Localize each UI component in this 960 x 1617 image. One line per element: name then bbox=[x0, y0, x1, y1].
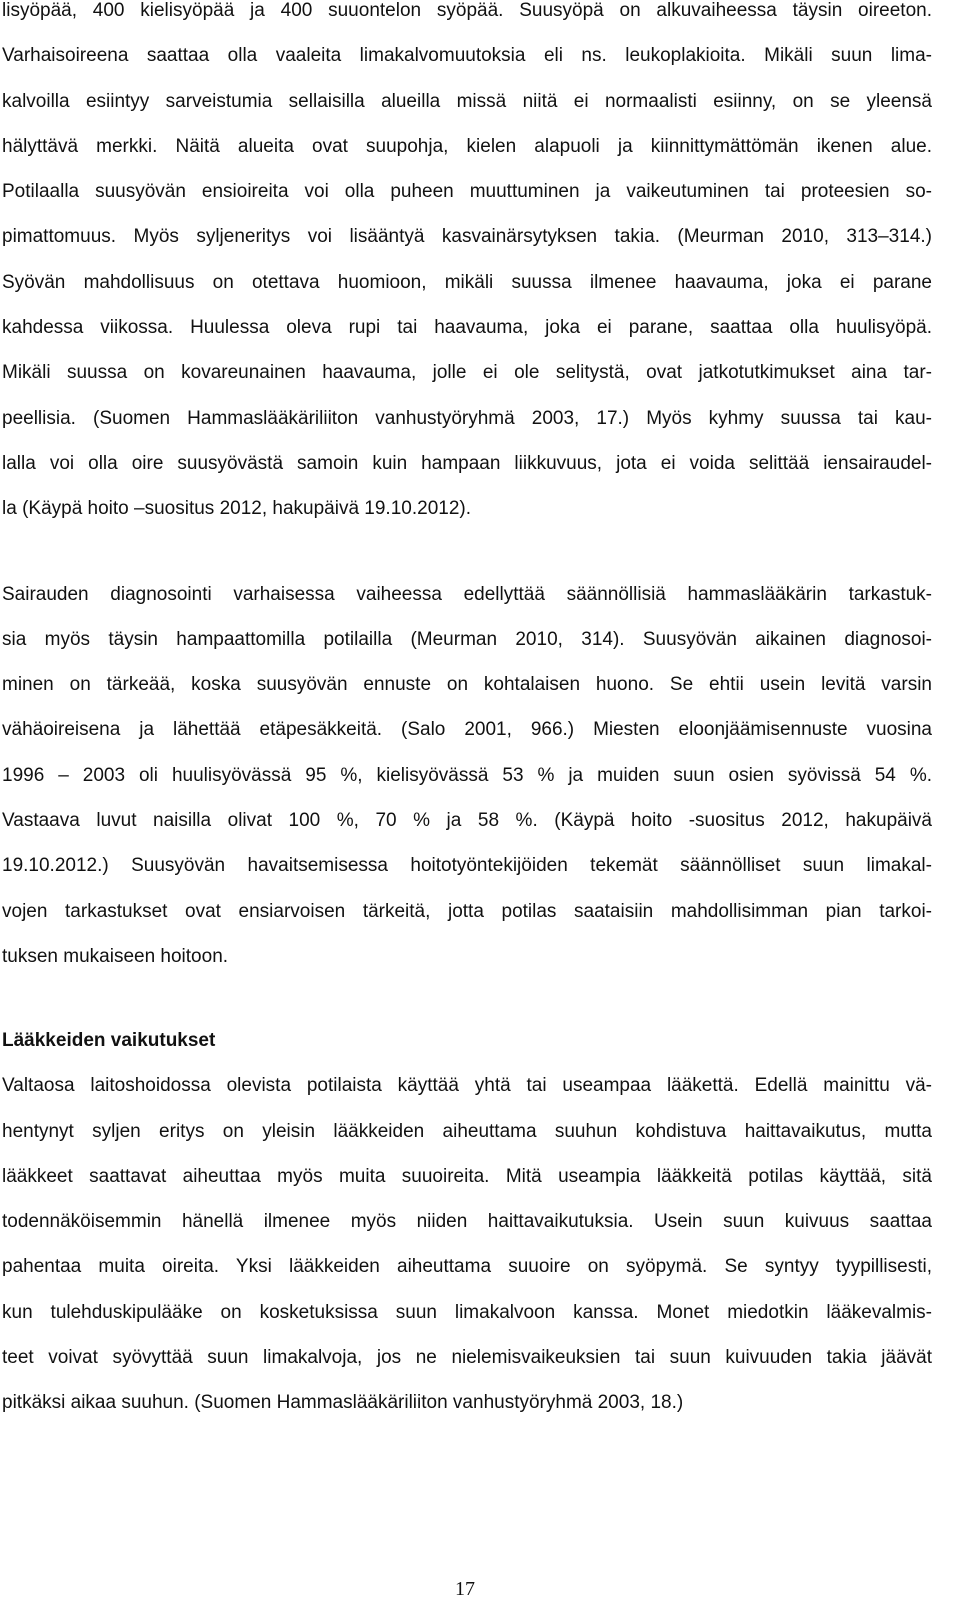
body-text bbox=[2, 0, 932, 1426]
text-line: teet voivat syövyttää suun limakalvoja, jos ne nielemisvaikeuksien tai suun kuivuuden takia jäävät bbox=[2, 1347, 932, 1369]
text-line: lisyöpää, 400 kielisyöpää ja 400 suuontelon syöpää. Suusyöpä on alkuvaiheessa täysin oireeton. bbox=[2, 0, 932, 21]
text-line: hälyttävä merkki. Näitä alueita ovat suupohja, kielen alapuoli ja kiinnittymättömän ikenen alue. bbox=[2, 135, 932, 157]
text-line: Potilaalla suusyövän ensioireita voi olla puheen muuttuminen ja vaikeutuminen tai proteesien so- bbox=[2, 181, 932, 203]
text-line: Sairauden diagnosointi varhaisessa vaiheessa edellyttää säännöllisiä hammaslääkärin tarkastuk- bbox=[2, 583, 932, 605]
text-line: la (Käypä hoito –suositus 2012, hakupäivä 19.10.2012). bbox=[2, 498, 471, 520]
text-line: kun tulehduskipulääke on kosketuksissa suun limakalvoon kanssa. Monet miedotkin lääkevalmis- bbox=[2, 1301, 932, 1323]
text-line: lääkkeet saattavat aiheuttaa myös muita suuoireita. Mitä useampia lääkkeitä potilas käyttää, sitä bbox=[2, 1165, 932, 1187]
text-line: hentynyt syljen eritys on yleisin lääkkeiden aiheuttama suuhun kohdistuva haittavaikutus, mutta bbox=[2, 1120, 932, 1142]
page-number: 17 bbox=[455, 1578, 475, 1600]
text-line: kalvoilla esiintyy sarveistumia sellaisilla alueilla missä niitä ei normaalisti esiinny, on se yleensä bbox=[2, 90, 932, 112]
section-medication-effects bbox=[2, 1019, 932, 1425]
text-line: Varhaisoireena saattaa olla vaaleita limakalvomuutoksia eli ns. leukoplakioita. Mikäli suun lima- bbox=[2, 45, 932, 67]
text-line: pitkäksi aikaa suuhun. (Suomen Hammaslääkäriliiton vanhustyöryhmä 2003, 18.) bbox=[2, 1392, 684, 1414]
text-line: todennäköisemmin hänellä ilmenee myös niiden haittavaikutuksia. Usein suun kuivuus saattaa bbox=[2, 1211, 932, 1233]
paragraph-diagnosis bbox=[2, 572, 932, 980]
text-line: Mikäli suussa on kovareunainen haavauma, jolle ei ole selitystä, ovat jatkotutkimukset aina tar- bbox=[2, 362, 932, 384]
text-line: pahentaa muita oireita. Yksi lääkkeiden aiheuttama suuoire on syöpymä. Se syntyy tyypillisesti, bbox=[2, 1256, 932, 1278]
text-line: lalla voi olla oire suusyövästä samoin kuin hampaan liikkuvuus, jota ei voida selittää iensairaudel- bbox=[2, 452, 932, 474]
text-line: pimattomuus. Myös syljeneritys voi lisääntyä kasvainärsytyksen takia. (Meurman 2010, 313–314.) bbox=[2, 226, 932, 248]
text-line: tuksen mukaiseen hoitoon. bbox=[2, 945, 229, 967]
text-line: minen on tärkeää, koska suusyövän ennuste on kohtalaisen huono. Se ehtii usein levitä varsin bbox=[2, 674, 932, 696]
paragraph-gap bbox=[2, 979, 932, 1019]
text-line: Syövän mahdollisuus on otettava huomioon, mikäli suussa ilmenee haavauma, joka ei parane bbox=[2, 271, 932, 293]
text-line: vähäoireisena ja lähettää etäpesäkkeitä. (Salo 2001, 966.) Miesten eloonjäämisennuste vuosina bbox=[2, 719, 932, 741]
paragraph-oral-cancer-symptoms bbox=[2, 0, 932, 532]
text-line: 1996 – 2003 oli huulisyövässä 95 %, kielisyövässä 53 % ja muiden suun osien syövissä 54 %. bbox=[2, 764, 932, 786]
text-line: kahdessa viikossa. Huulessa oleva rupi tai haavauma, joka ei parane, saattaa olla huulisyöpä. bbox=[2, 317, 932, 339]
text-line: 19.10.2012.) Suusyövän havaitsemisessa hoitotyöntekijöiden tekemät säännölliset suun limakal- bbox=[2, 855, 932, 877]
text-line: vojen tarkastukset ovat ensiarvoisen tärkeitä, jotta potilas saataisiin mahdollisimman pian tarkoi- bbox=[2, 900, 932, 922]
text-line: Vastaava luvut naisilla olivat 100 %, 70 % ja 58 %. (Käypä hoito -suositus 2012, hakupäivä bbox=[2, 810, 932, 832]
section-heading: Lääkkeiden vaikutukset bbox=[2, 1030, 216, 1052]
text-line: Valtaosa laitoshoidossa olevista potilaista käyttää yhtä tai useampaa lääkettä. Edellä mainittu vä- bbox=[2, 1075, 932, 1097]
text-line: peellisia. (Suomen Hammaslääkäriliiton vanhustyöryhmä 2003, 17.) Myös kyhmy suussa tai kau- bbox=[2, 407, 932, 429]
paragraph-gap bbox=[2, 532, 932, 572]
text-line: sia myös täysin hampaattomilla potilailla (Meurman 2010, 314). Suusyövän aikainen diagnosoi- bbox=[2, 628, 932, 650]
